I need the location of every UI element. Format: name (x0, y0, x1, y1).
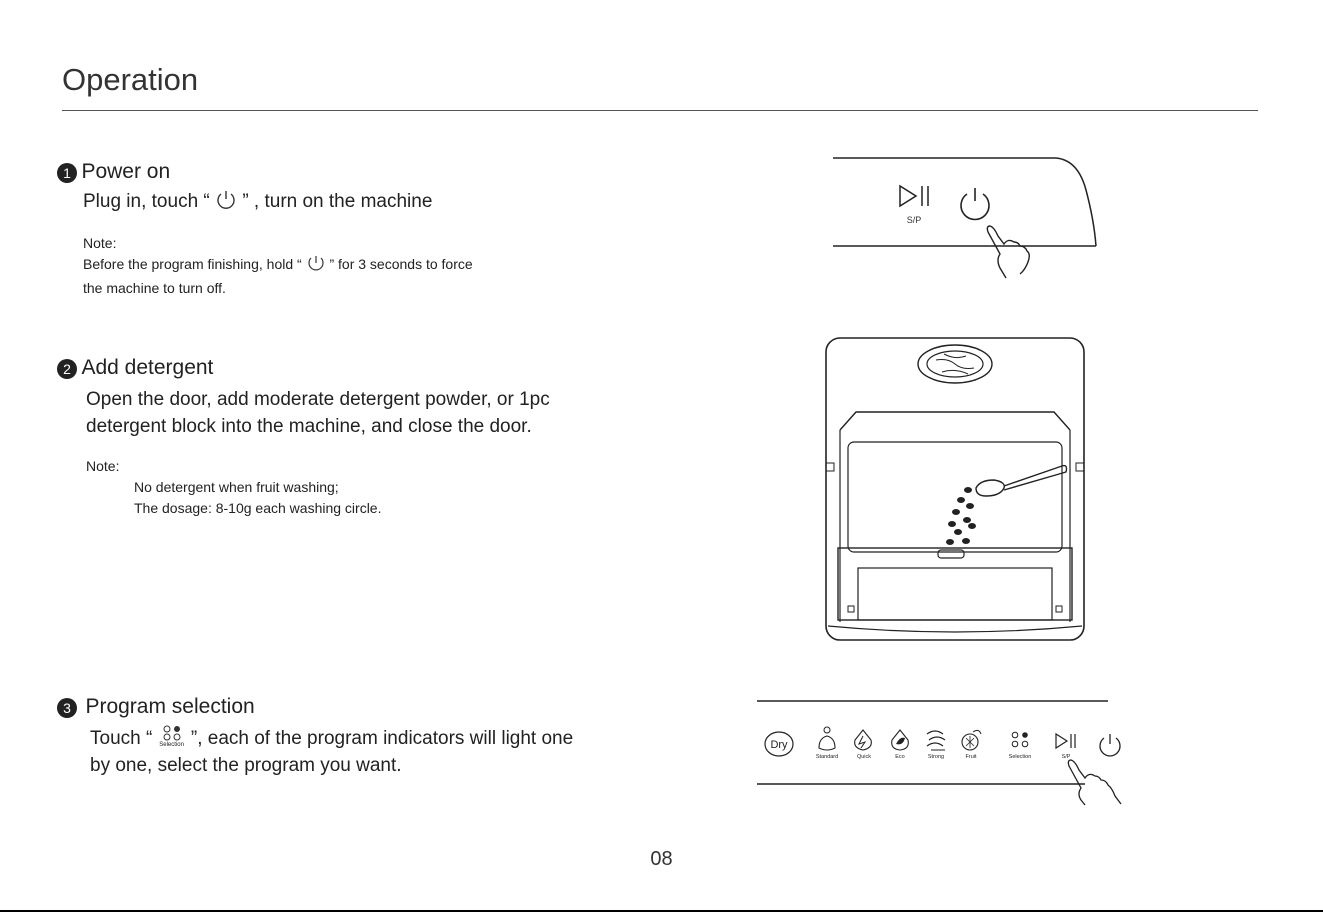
dry-label: Dry (770, 739, 788, 751)
strong-program-icon (927, 731, 945, 750)
step2-line1: Open the door, add moderate detergent powder, or 1pc (86, 389, 550, 410)
hand-pointer-icon (1068, 760, 1121, 805)
step1-heading: Power on (81, 160, 171, 183)
play-pause-icon (1056, 734, 1075, 748)
selection-dots-icon (158, 724, 186, 750)
step3-heading: Program selection (85, 695, 255, 718)
play-pause-icon (900, 186, 928, 206)
page-number: 08 (650, 848, 673, 870)
step1-note-line2: the machine to turn off. (83, 280, 226, 296)
step3-text (90, 724, 573, 779)
step2-note-line1: No detergent when fruit washing; (134, 479, 339, 495)
standard-program-icon (819, 727, 835, 750)
power-icon (1100, 734, 1120, 756)
standard-label: Standard (815, 754, 839, 760)
hand-pointer-icon (987, 226, 1029, 278)
title-divider (62, 110, 1258, 111)
selection-icon-caption: Selection (159, 742, 184, 748)
step3-text-before: Touch “ (90, 728, 153, 749)
step3-number-badge: 3 (57, 698, 77, 718)
sp-label: S/P (1061, 754, 1071, 760)
page-title: Operation (62, 62, 199, 97)
detergent-scoop-icon (946, 466, 1067, 545)
step1-text-before: Plug in, touch “ (83, 191, 210, 212)
step1-heading-row (57, 160, 170, 184)
bottom-rule (0, 910, 1323, 912)
step1-note-before: Before the program finishing, hold “ (83, 256, 302, 272)
power-panel-illustration (828, 150, 1108, 280)
fruit-label: Fruit (965, 754, 977, 760)
quick-label: Quick (856, 754, 872, 760)
eco-program-icon (892, 730, 909, 750)
step2-number-badge: 2 (57, 359, 77, 379)
eco-label: Eco (895, 754, 905, 760)
strong-label: Strong (927, 754, 945, 760)
fruit-program-icon (962, 730, 981, 750)
program-panel-illustration (755, 692, 1130, 807)
step3-heading-row (57, 695, 255, 719)
step2-heading: Add detergent (81, 356, 214, 379)
power-icon (215, 190, 237, 218)
dry-button-icon (765, 732, 793, 756)
step1-text (83, 188, 432, 218)
step2-heading-row (57, 356, 213, 380)
selection-label: Selection (1008, 754, 1032, 760)
panel-sp-label: S/P (906, 215, 922, 225)
dishwasher-illustration (818, 330, 1093, 645)
step2-text (86, 386, 550, 440)
selection-dots-icon (1012, 732, 1028, 747)
step1-note-line1 (83, 254, 473, 278)
power-icon (961, 188, 989, 219)
step1-note-after: ” for 3 seconds to force (329, 256, 473, 272)
step2-note-label: Note: (86, 458, 120, 474)
step1-note-label: Note: (83, 235, 117, 251)
step1-text-after: ” , turn on the machine (242, 191, 433, 212)
quick-program-icon (855, 730, 872, 750)
step2-note (86, 456, 381, 519)
step2-line2: detergent block into the machine, and close the door. (86, 416, 532, 437)
step1-number-badge: 1 (57, 163, 77, 183)
power-icon (306, 255, 326, 278)
step3-line2: by one, select the program you want. (90, 755, 402, 776)
step1-note (83, 233, 473, 299)
step2-note-line2: The dosage: 8-10g each washing circle. (134, 500, 382, 516)
step3-line1 (90, 724, 573, 752)
step3-text-after: ”, each of the program indicators will light one (190, 728, 574, 749)
